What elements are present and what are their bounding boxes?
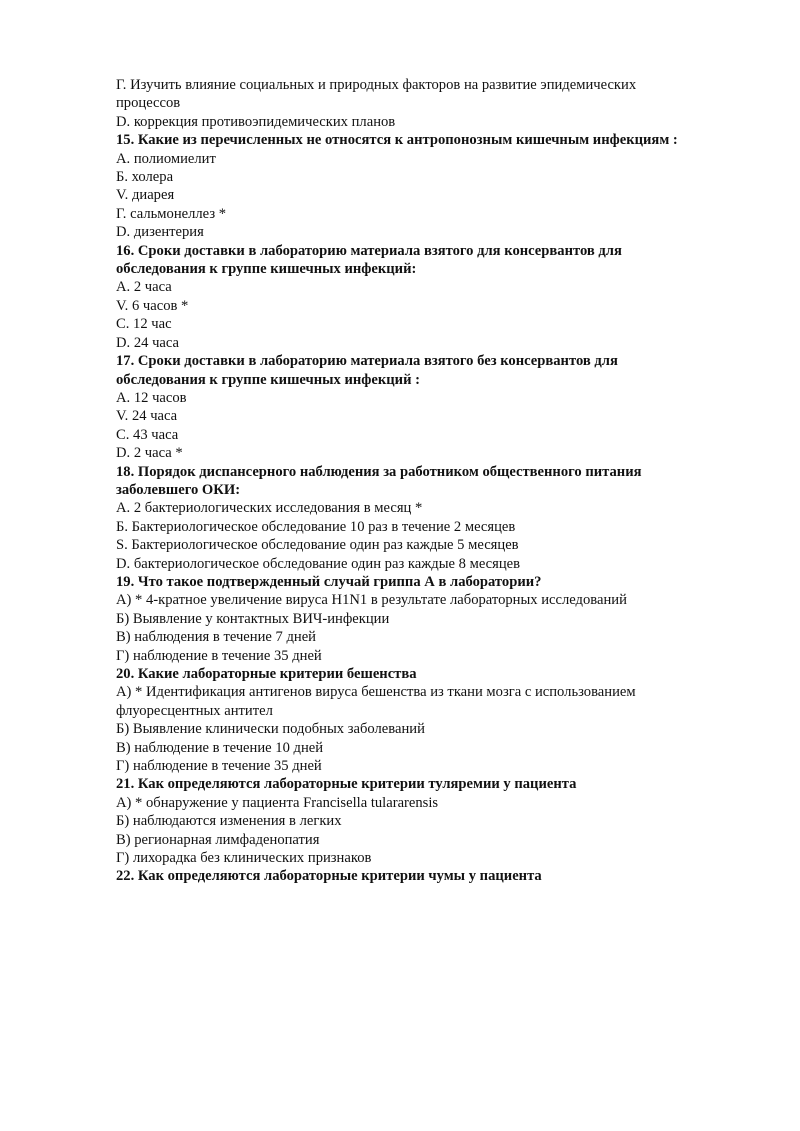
answer-option: Б) Выявление клинически подобных заболеваний [116, 721, 425, 738]
option-line: D. коррекция противоэпидемических планов [116, 113, 396, 130]
question-title: 19. Что такое подтвержденный случай гриппа А в лаборатории? [116, 573, 542, 590]
answer-option: А) * Идентификация антигенов вируса бешенства из ткани мозга с использованием [116, 684, 636, 701]
answer-option: А. полиомиелит [116, 150, 216, 167]
question-20 [116, 665, 756, 775]
option-line: Г. Изучить влияние социальных и природных факторов на развитие эпидемических [116, 77, 637, 93]
answer-option: А. 2 часа [116, 279, 172, 296]
question-title-line: 18. Порядок диспансерного наблюдения за работником общественного питания [116, 463, 642, 480]
answer-option: Б) Выявление у контактных ВИЧ-инфекции [116, 610, 390, 627]
question-title: 21. Как определяются лабораторные критерии туляремии у пациента [116, 776, 577, 793]
answer-option: С. 43 часа [116, 426, 179, 443]
answer-option: D. 2 часа * [116, 445, 183, 462]
answer-option: Б. холера [116, 169, 174, 186]
answer-option: Г) наблюдение в течение 35 дней [116, 647, 322, 664]
answer-option: В) наблюдение в течение 10 дней [116, 739, 324, 756]
answer-option: D. дизентерия [116, 224, 204, 241]
question-title-line: 17. Сроки доставки в лабораторию материала взятого без консервантов для [116, 353, 618, 370]
question-title: 22. Как определяются лабораторные критерии чумы у пациента [116, 868, 542, 885]
answer-option: Б) наблюдаются изменения в легких [116, 813, 342, 830]
question-title-line: 16. Сроки доставки в лабораторию материала взятого для консервантов для [116, 242, 622, 259]
question-title [116, 242, 756, 279]
question-17 [116, 352, 756, 462]
question-title-line: заболевшего ОКИ: [116, 481, 241, 498]
answer-option: В) наблюдения в течение 7 дней [116, 629, 316, 646]
intro-options [116, 76, 756, 131]
option-line: процессов [116, 95, 181, 112]
question-15 [116, 131, 756, 241]
question-title: 15. Какие из перечисленных не относятся к антропонозным кишечным инфекциям : [116, 132, 678, 149]
question-title-line: обследования к группе кишечных инфекций: [116, 261, 417, 278]
answer-option: А. 2 бактериологических исследования в месяц * [116, 500, 423, 517]
question-16 [116, 242, 756, 352]
document-page [116, 76, 756, 886]
question-22 [116, 867, 756, 885]
question-title-line: обследования к группе кишечных инфекций : [116, 371, 421, 388]
answer-option: S. Бактериологическое обследование один раз каждые 5 месяцев [116, 537, 519, 554]
question-18 [116, 463, 756, 573]
answer-option: D. бактериологическое обследование один раз каждые 8 месяцев [116, 555, 521, 572]
answer-option: Б. Бактериологическое обследование 10 раз в течение 2 месяцев [116, 518, 516, 535]
answer-option: В) регионарная лимфаденопатия [116, 831, 320, 848]
answer-option: А) * обнаружение у пациента Francisella tulararensis [116, 794, 439, 811]
question-title: 20. Какие лабораторные критерии бешенства [116, 666, 417, 682]
answer-option: D. 24 часа [116, 334, 180, 351]
question-21 [116, 775, 756, 867]
question-19 [116, 573, 756, 665]
answer-option: V. диарея [116, 187, 175, 204]
answer-option: Г) наблюдение в течение 35 дней [116, 758, 322, 775]
question-title [116, 463, 756, 500]
answer-option: А) * 4-кратное увеличение вируса H1N1 в результате лабораторных исследований [116, 592, 627, 609]
question-title [116, 352, 756, 389]
answer-option: V. 24 часа [116, 408, 178, 425]
answer-option: Г) лихорадка без клинических признаков [116, 850, 372, 867]
answer-option: С. 12 час [116, 316, 172, 333]
answer-option: флуоресцентных антител [116, 702, 273, 719]
answer-option: Г. сальмонеллез * [116, 205, 227, 222]
answer-option: А. 12 часов [116, 389, 187, 406]
answer-option: V. 6 часов * [116, 297, 189, 314]
